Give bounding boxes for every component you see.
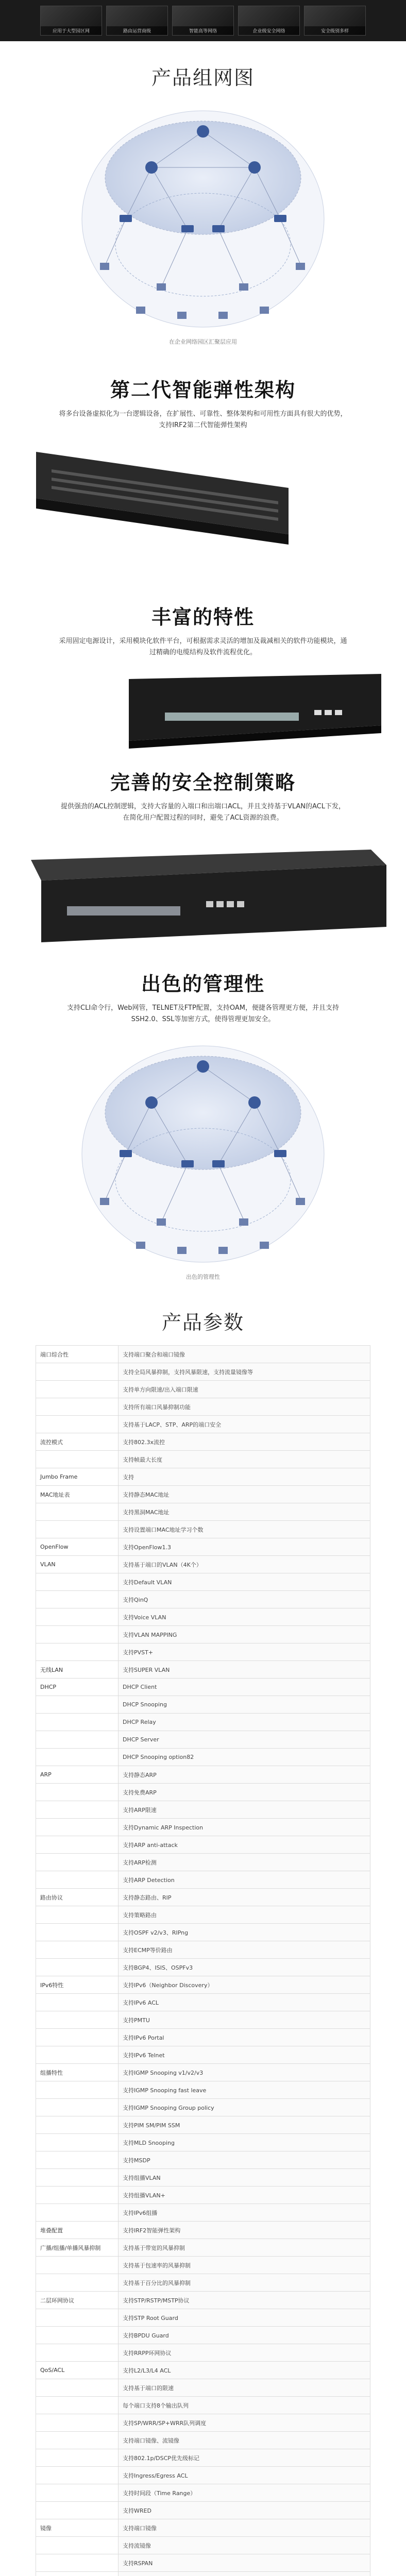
- spec-category: [36, 1836, 119, 1854]
- spec-row: [36, 1801, 370, 1819]
- spec-value: 支持组播VLAN+: [119, 2187, 370, 2204]
- spec-row: [36, 1854, 370, 1871]
- banner-tab[interactable]: [304, 6, 366, 36]
- spec-category: [36, 2432, 119, 2449]
- feature-title: 完善的安全控制策略: [110, 771, 296, 794]
- spec-row: [36, 2379, 370, 2397]
- spec-category: [36, 2187, 119, 2204]
- spec-row: [36, 1941, 370, 1959]
- spec-row: [36, 1433, 370, 1451]
- spec-value: 支持IPv6 ACL: [119, 1994, 370, 2011]
- spec-category: [36, 1994, 119, 2011]
- spec-value: 支持WRED: [119, 2502, 370, 2519]
- spec-row: [36, 2257, 370, 2274]
- spec-row: [36, 2151, 370, 2169]
- spec-row: [36, 1836, 370, 1854]
- spec-category: [36, 2116, 119, 2134]
- spec-value: 支持端口镜像: [119, 2519, 370, 2537]
- spec-row: [36, 1731, 370, 1749]
- spec-category: [36, 1784, 119, 1801]
- spec-row: [36, 1556, 370, 1573]
- spec-value: 支持组播VLAN: [119, 2169, 370, 2187]
- spec-value: 支持ARP检测: [119, 1854, 370, 1871]
- spec-category: [36, 2081, 119, 2099]
- spec-value: 支持端口聚合和端口镜像: [119, 1346, 370, 1363]
- spec-category: [36, 2257, 119, 2274]
- spec-category: [36, 1416, 119, 1433]
- spec-row: [36, 1994, 370, 2011]
- spec-category: DHCP: [36, 1679, 119, 1696]
- switch-image-angled: [0, 664, 406, 761]
- network-topology-image: [74, 90, 332, 337]
- spec-row: [36, 2449, 370, 2467]
- spec-value: 支持STP Root Guard: [119, 2309, 370, 2327]
- feature-title: 第二代智能弹性架构: [110, 379, 296, 401]
- spec-category: [36, 2204, 119, 2222]
- spec-row: [36, 2344, 370, 2362]
- spec-row: [36, 2309, 370, 2327]
- banner-tab-label: 路由运营商级: [107, 26, 167, 35]
- spec-row: [36, 2274, 370, 2292]
- spec-row: [36, 1766, 370, 1784]
- spec-category: [36, 2484, 119, 2502]
- spec-category: 端口综合性: [36, 1346, 119, 1363]
- spec-value: 支持PMTU: [119, 2011, 370, 2029]
- spec-value: 支持基于带宽的风暴抑制: [119, 2239, 370, 2257]
- spec-value: 支持IPv6（Neighbor Discovery）: [119, 1976, 370, 1994]
- spec-value: 支持Ingress/Egress ACL: [119, 2467, 370, 2484]
- spec-row: [36, 1468, 370, 1486]
- spec-row: [36, 1696, 370, 1714]
- spec-value: 支持: [119, 1468, 370, 1486]
- spec-category: 组播特性: [36, 2064, 119, 2081]
- spec-row: [36, 2537, 370, 2554]
- spec-category: [36, 1714, 119, 1731]
- spec-row: [36, 1714, 370, 1731]
- spec-category: [36, 2502, 119, 2519]
- spec-value: 支持IPv6 Telnet: [119, 2046, 370, 2064]
- spec-value: DHCP Server: [119, 1731, 370, 1749]
- spec-value: 支持设置端口MAC地址学习个数: [119, 1521, 370, 1538]
- spec-category: [36, 2011, 119, 2029]
- spec-value: 支持基于包速率的风暴抑制: [119, 2257, 370, 2274]
- spec-value: 支持OSPF v2/v3、RIPng: [119, 1924, 370, 1941]
- spec-category: 路由协议: [36, 1889, 119, 1906]
- banner-tab-label: 安全级别多样: [304, 26, 365, 35]
- feature-text: 将多台设备虚拟化为一台逻辑设备，在扩展性、可靠性、整体架构和可用性方面具有很大的优势，支持IRF2第二代智能弹性架构: [59, 410, 347, 429]
- spec-category: 二层环网协议: [36, 2292, 119, 2309]
- top-banner: [0, 0, 406, 41]
- spec-category: [36, 2449, 119, 2467]
- spec-row: [36, 1398, 370, 1416]
- spec-value: 支持IPv6组播: [119, 2204, 370, 2222]
- spec-value: 支持静态路由、RIP: [119, 1889, 370, 1906]
- spec-row: [36, 2414, 370, 2432]
- spec-category: [36, 1643, 119, 1661]
- switch-image-perspective: [0, 829, 406, 958]
- feature-title: 丰富的特性: [151, 606, 255, 629]
- spec-value: 支持L2/L3/L4 ACL: [119, 2362, 370, 2379]
- spec-value: 支持基于LACP、STP、ARP的端口安全: [119, 1416, 370, 1433]
- spec-value: 支持Voice VLAN: [119, 1608, 370, 1626]
- spec-category: [36, 1363, 119, 1381]
- feature-title: 出色的管理性: [141, 973, 265, 995]
- topology-title: 产品组网图: [151, 66, 255, 89]
- spec-row: [36, 2169, 370, 2187]
- spec-row: [36, 1959, 370, 1976]
- spec-row: [36, 2222, 370, 2239]
- spec-category: [36, 2379, 119, 2397]
- spec-value: 支持流镜像: [119, 2537, 370, 2554]
- spec-row: [36, 1381, 370, 1398]
- spec-row: [36, 1608, 370, 1626]
- spec-category: 无线LAN: [36, 1661, 119, 1679]
- spec-row: [36, 1626, 370, 1643]
- spec-category: [36, 2169, 119, 2187]
- spec-category: [36, 1626, 119, 1643]
- spec-value: 支持Default VLAN: [119, 1573, 370, 1591]
- spec-category: [36, 2397, 119, 2414]
- spec-row: [36, 2134, 370, 2151]
- spec-row: [36, 1363, 370, 1381]
- spec-category: [36, 1749, 119, 1766]
- spec-value: DHCP Client: [119, 1679, 370, 1696]
- spec-row: [36, 2099, 370, 2116]
- spec-category: [36, 1959, 119, 1976]
- feature-text: 提供强劲的ACL控制逻辑，支持大容量的入端口和出端口ACL，并且支持基于VLAN的ACL下发，在简化用户配置过程的同时，避免了ACL资源的浪费。: [60, 803, 345, 822]
- spec-value: 支持SUPER VLAN: [119, 1661, 370, 1679]
- spec-row: [36, 2554, 370, 2572]
- spec-row: [36, 2572, 370, 2576]
- spec-category: QoS/ACL: [36, 2362, 119, 2379]
- spec-value: 支持全局风暴抑制，支持风暴限速，支持流量镜像等: [119, 1363, 370, 1381]
- spec-value: 支持所有端口风暴抑制功能: [119, 1398, 370, 1416]
- spec-value: 支持MLD Snooping: [119, 2134, 370, 2151]
- spec-category: [36, 2151, 119, 2169]
- spec-value: 支持端口镜像、流镜像: [119, 2432, 370, 2449]
- spec-row: [36, 1521, 370, 1538]
- banner-tab-label: 企业级安全网络: [239, 26, 299, 35]
- spec-row: [36, 1573, 370, 1591]
- spec-value: 支持STP/RSTP/MSTP协议: [119, 2292, 370, 2309]
- spec-value: DHCP Snooping: [119, 1696, 370, 1714]
- spec-row: [36, 1661, 370, 1679]
- spec-category: Jumbo Frame: [36, 1468, 119, 1486]
- spec-row: [36, 2064, 370, 2081]
- topology-caption: 在企业网络园区汇聚层应用: [169, 338, 237, 345]
- spec-row: [36, 1871, 370, 1889]
- spec-category: MAC地址表: [36, 1486, 119, 1503]
- banner-tab[interactable]: [238, 6, 300, 36]
- spec-row: [36, 1591, 370, 1608]
- spec-category: [36, 1941, 119, 1959]
- spec-row: [36, 2116, 370, 2134]
- spec-row: [36, 1416, 370, 1433]
- spec-value: 支持帧最大长度: [119, 1451, 370, 1468]
- spec-value: 支持ECMP等价路由: [119, 1941, 370, 1959]
- spec-value: DHCP Snooping option82: [119, 1749, 370, 1766]
- spec-value: 支持IRF2智能弹性架构: [119, 2222, 370, 2239]
- spec-row: [36, 2467, 370, 2484]
- spec-value: [119, 2572, 370, 2576]
- spec-category: [36, 1608, 119, 1626]
- spec-row: [36, 1538, 370, 1556]
- spec-row: [36, 2011, 370, 2029]
- spec-value: 支持QinQ: [119, 1591, 370, 1608]
- network-topology-image: [74, 1025, 332, 1273]
- spec-row: [36, 2029, 370, 2046]
- spec-category: [36, 1521, 119, 1538]
- spec-category: IPv6特性: [36, 1976, 119, 1994]
- spec-value: 支持IGMP Snooping fast leave: [119, 2081, 370, 2099]
- specs-title: 产品参数: [161, 1311, 244, 1334]
- spec-category: [36, 1819, 119, 1836]
- spec-value: 支持IGMP Snooping v1/v2/v3: [119, 2064, 370, 2081]
- spec-value: 支持基于端口的限速: [119, 2379, 370, 2397]
- spec-value: 支持RSPAN: [119, 2554, 370, 2572]
- spec-row: [36, 2046, 370, 2064]
- spec-category: [36, 1801, 119, 1819]
- spec-value: 支持ARP Detection: [119, 1871, 370, 1889]
- spec-row: [36, 2239, 370, 2257]
- spec-category: ARP: [36, 1766, 119, 1784]
- network-diagram-management: [0, 1025, 406, 1273]
- spec-category: [36, 2029, 119, 2046]
- spec-row: [36, 1643, 370, 1661]
- spec-row: [36, 2292, 370, 2309]
- spec-category: [36, 2572, 119, 2576]
- spec-row: [36, 2397, 370, 2414]
- spec-row: [36, 2502, 370, 2519]
- spec-category: [36, 1451, 119, 1468]
- spec-row: [36, 1679, 370, 1696]
- spec-value: 支持BGP4、ISIS、OSPFv3: [119, 1959, 370, 1976]
- spec-value: 支持802.1p/DSCP优先级标记: [119, 2449, 370, 2467]
- spec-row: [36, 1346, 370, 1363]
- spec-value: 支持策略路由: [119, 1906, 370, 1924]
- switch-image-front: [0, 442, 406, 601]
- spec-category: [36, 2467, 119, 2484]
- spec-value: 支持SP/WRR/SP+WRR队列调度: [119, 2414, 370, 2432]
- spec-category: [36, 1731, 119, 1749]
- spec-category: 流控模式: [36, 1433, 119, 1451]
- spec-value: DHCP Relay: [119, 1714, 370, 1731]
- spec-row: [36, 2081, 370, 2099]
- banner-tab-label: 应用于大型园区网: [41, 26, 102, 35]
- network-diagram: [0, 90, 406, 337]
- spec-category: [36, 2099, 119, 2116]
- spec-value: 每个端口支持8个输出队列: [119, 2397, 370, 2414]
- spec-category: [36, 2537, 119, 2554]
- spec-category: [36, 2274, 119, 2292]
- spec-value: 支持静态MAC地址: [119, 1486, 370, 1503]
- spec-row: [36, 1819, 370, 1836]
- spec-category: [36, 2309, 119, 2327]
- spec-row: [36, 2204, 370, 2222]
- spec-row: [36, 1906, 370, 1924]
- spec-value: 支持静态ARP: [119, 1766, 370, 1784]
- spec-row: [36, 1749, 370, 1766]
- spec-value: 支持802.3x流控: [119, 1433, 370, 1451]
- spec-category: [36, 2414, 119, 2432]
- spec-value: 支持黑洞MAC地址: [119, 1503, 370, 1521]
- spec-row: [36, 2187, 370, 2204]
- spec-row: [36, 1503, 370, 1521]
- spec-category: [36, 2344, 119, 2362]
- spec-row: [36, 1976, 370, 1994]
- banner-tab[interactable]: [106, 6, 168, 36]
- spec-row: [36, 2484, 370, 2502]
- spec-category: [36, 2327, 119, 2344]
- spec-row: [36, 2362, 370, 2379]
- feature-text: 支持CLI命令行，Web网管，TELNET及FTP配置，支持OAM，便捷各管理更方便，并且支持SSH2.0、SSL等加密方式，使得管理更加安全。: [67, 1004, 339, 1023]
- spec-value: 支持BPDU Guard: [119, 2327, 370, 2344]
- spec-row: [36, 2519, 370, 2537]
- spec-category: [36, 2046, 119, 2064]
- spec-value: 支持Dynamic ARP Inspection: [119, 1819, 370, 1836]
- spec-category: [36, 1591, 119, 1608]
- spec-category: [36, 1573, 119, 1591]
- spec-value: 支持RRPP环网协议: [119, 2344, 370, 2362]
- banner-tab[interactable]: [172, 6, 234, 36]
- spec-row: [36, 1451, 370, 1468]
- spec-row: [36, 2327, 370, 2344]
- banner-tab-label: 智能高等网络: [173, 26, 233, 35]
- spec-row: [36, 1924, 370, 1941]
- spec-row: [36, 2432, 370, 2449]
- banner-tab[interactable]: [40, 6, 102, 36]
- feature-text: 采用固定电源设计，采用模块化软件平台，可根据需求灵活的增加及裁减相关的软件功能模块，通过精确的电缆结构及软件流程优化。: [59, 637, 347, 656]
- spec-category: [36, 1871, 119, 1889]
- spec-value: 支持基于百分比的风暴抑制: [119, 2274, 370, 2292]
- spec-category: 广播/组播/单播风暴抑制: [36, 2239, 119, 2257]
- spec-value: 支持基于端口的VLAN（4K个）: [119, 1556, 370, 1573]
- spec-category: [36, 1381, 119, 1398]
- spec-category: VLAN: [36, 1556, 119, 1573]
- spec-category: [36, 1398, 119, 1416]
- spec-value: 支持ARP anti-attack: [119, 1836, 370, 1854]
- spec-category: [36, 1696, 119, 1714]
- spec-category: [36, 1906, 119, 1924]
- spec-category: [36, 2134, 119, 2151]
- spec-category: OpenFlow: [36, 1538, 119, 1556]
- spec-category: 镜像: [36, 2519, 119, 2537]
- spec-category: 堆叠配置: [36, 2222, 119, 2239]
- spec-category: [36, 2554, 119, 2572]
- spec-category: [36, 1503, 119, 1521]
- spec-value: 支持ARP限速: [119, 1801, 370, 1819]
- spec-value: 支持时间段（Time Range）: [119, 2484, 370, 2502]
- spec-table: [36, 1345, 370, 2576]
- spec-value: 支持PIM SM/PIM SSM: [119, 2116, 370, 2134]
- spec-value: 支持PVST+: [119, 1643, 370, 1661]
- spec-value: 支持IGMP Snooping Group policy: [119, 2099, 370, 2116]
- spec-value: 支持OpenFlow1.3: [119, 1538, 370, 1556]
- spec-row: [36, 1486, 370, 1503]
- spec-row: [36, 1889, 370, 1906]
- spec-row: [36, 1784, 370, 1801]
- spec-value: 支持VLAN MAPPING: [119, 1626, 370, 1643]
- spec-category: [36, 1924, 119, 1941]
- spec-value: 支持单方向限速/出入端口限速: [119, 1381, 370, 1398]
- topology2-caption: 出色的管理性: [186, 1274, 220, 1280]
- spec-value: 支持MSDP: [119, 2151, 370, 2169]
- spec-category: [36, 1854, 119, 1871]
- spec-value: 支持免费ARP: [119, 1784, 370, 1801]
- spec-value: 支持IPv6 Portal: [119, 2029, 370, 2046]
